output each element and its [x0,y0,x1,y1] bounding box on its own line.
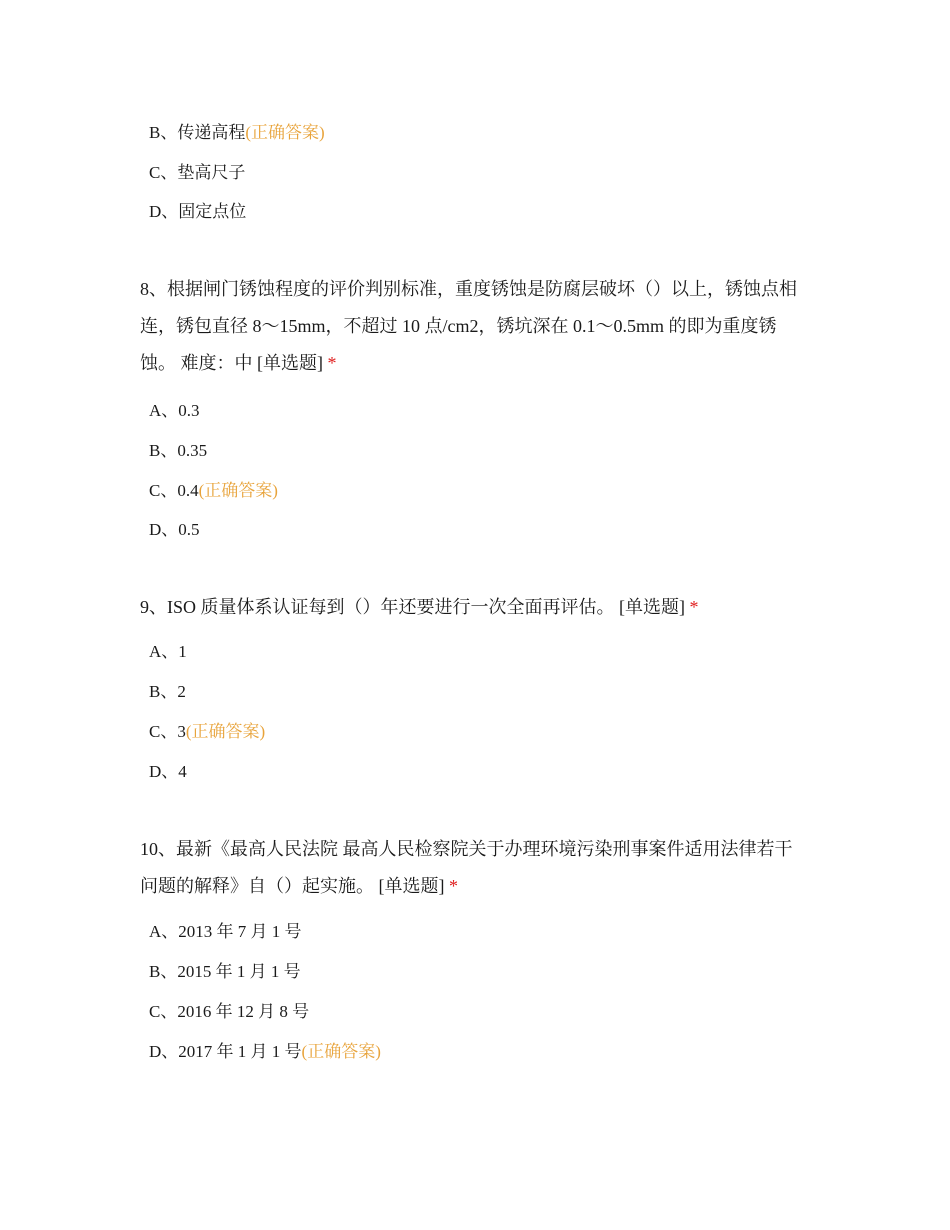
correct-answer-label: (正确答案) [301,1042,381,1061]
correct-answer-label: (正确答案) [245,123,325,142]
option-text: 固定点位 [178,202,247,221]
required-mark: * [449,876,458,896]
option-letter: C、 [149,163,178,182]
question-body: 根据闸门锈蚀程度的评价判别标准，重度锈蚀是防腐层破坏（）以上，锈蚀点相连，锈包直径 8～15mm，不超过 10 点/cm2，锈坑深在 0.1～0.5mm 的即为重度锈蚀。 难度：中 [单选题] [140,279,797,373]
question-10-text [140,831,810,905]
option-text: 2015 年 1 月 1 号 [177,962,301,981]
question-body: ISO 质量体系认证每到（）年还要进行一次全面再评估。 [单选题] [167,597,685,617]
option-letter: D、 [149,202,179,221]
prev-option-b [149,121,325,145]
question-number: 8、 [140,279,167,299]
option-text: 传递高程 [177,123,246,142]
correct-answer-label: (正确答案) [185,722,266,741]
option-letter: A、 [149,922,179,941]
option-letter: A、 [149,401,179,420]
question-9-option-c [149,720,265,744]
question-9-option-a [149,640,187,664]
option-letter: B、 [149,682,178,701]
question-10-option-a [149,920,302,944]
option-letter: B、 [149,962,178,981]
question-10-option-b [149,960,301,984]
option-text: 4 [178,762,187,781]
prev-option-d [149,200,246,224]
required-mark: * [689,597,699,617]
option-letter: D、 [149,520,179,539]
option-letter: C、 [149,722,178,741]
question-10-option-d [149,1040,381,1064]
option-letter: C、 [149,1002,178,1021]
option-text: 2013 年 7 月 1 号 [178,922,302,941]
prev-option-c [149,161,245,185]
option-letter: B、 [149,441,178,460]
option-text: 2 [177,682,186,701]
option-text: 2016 年 12 月 8 号 [177,1002,310,1021]
question-8-text [140,271,810,382]
option-text: 垫高尺子 [177,163,246,182]
option-text: 2017 年 1 月 1 号 [178,1042,302,1061]
question-8-option-c [149,479,278,503]
option-letter: D、 [149,762,179,781]
required-mark: * [327,353,337,373]
question-9-text [140,589,810,626]
option-letter: D、 [149,1042,179,1061]
question-8-option-a [149,399,200,423]
question-body: 最新《最高人民法院 最高人民检察院关于办理环境污染刑事案件适用法律若干问题的解释》自（）起实施。 [单选题] [140,839,793,896]
question-9-option-d [149,760,187,784]
option-letter: C、 [149,481,178,500]
option-text: 0.3 [178,401,200,420]
question-8-option-b [149,439,207,463]
option-text: 1 [178,642,187,661]
option-letter: B、 [149,123,178,142]
question-8-option-d [149,518,200,542]
option-text: 0.4 [177,481,199,500]
option-text: 0.35 [177,441,208,460]
option-letter: A、 [149,642,179,661]
question-10-option-c [149,1000,309,1024]
question-number: 9、 [140,597,167,617]
question-9-option-b [149,680,186,704]
correct-answer-label: (正确答案) [198,481,278,500]
option-text: 3 [177,722,186,741]
question-number: 10、 [140,839,176,859]
option-text: 0.5 [178,520,200,539]
